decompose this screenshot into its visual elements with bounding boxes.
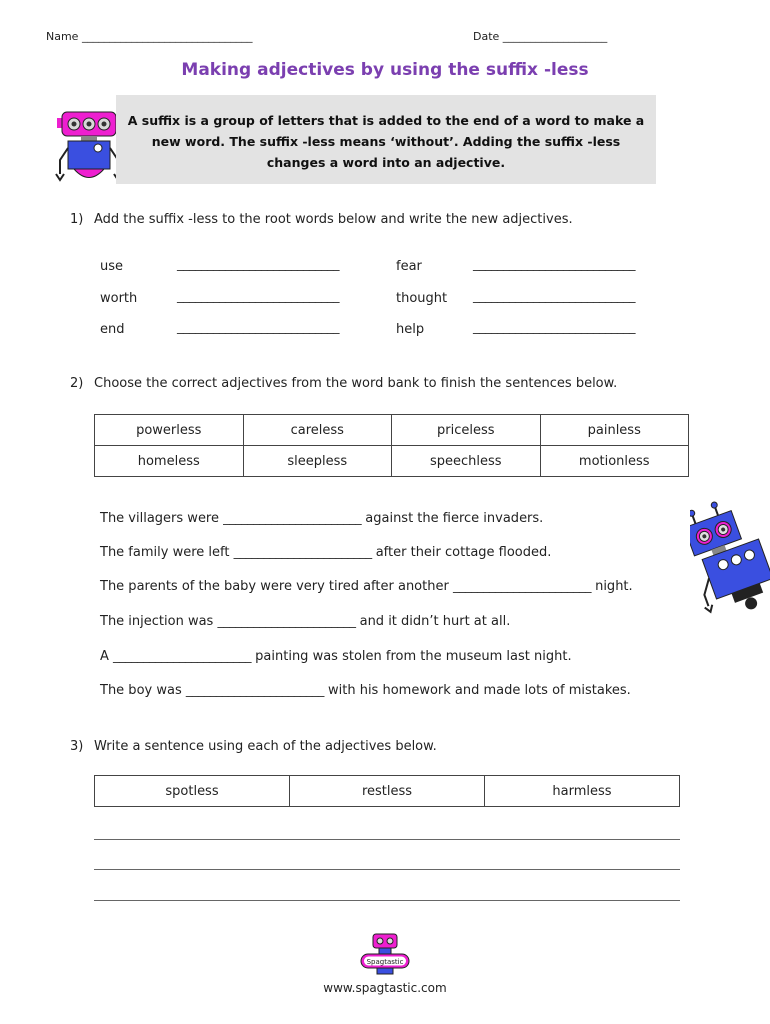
suffix-info-box: A suffix is a group of letters that is added to the end of a word to make a new word. The suffix -less means ‘without’. Adding the suffix -less changes a word into an adjective. xyxy=(116,95,656,184)
robot-illustration xyxy=(690,500,770,620)
sentence-blank[interactable]: _______________________ xyxy=(185,683,324,698)
answer-line[interactable]: ___________________________ xyxy=(177,320,339,335)
sentence-blank[interactable]: _______________________ xyxy=(452,579,591,594)
adjective-cell: restless xyxy=(290,776,485,807)
question-3: 3) Write a sentence using each of the adjectives below. xyxy=(70,739,437,754)
sentence: A _______________________ painting was stolen from the museum last night. xyxy=(100,649,572,664)
root-word: thought xyxy=(396,291,448,306)
answer-line[interactable]: ___________________________ xyxy=(177,289,339,304)
sentence-blank[interactable]: _______________________ xyxy=(217,614,356,629)
answer-line[interactable]: ___________________________ xyxy=(473,257,635,272)
sentence: The injection was _______________________ and it didn’t hurt at all. xyxy=(100,614,511,629)
word-bank-cell: speechless xyxy=(392,446,541,477)
spagtastic-logo xyxy=(359,932,411,976)
question-2: 2) Choose the correct adjectives from the word bank to finish the sentences below. xyxy=(70,376,618,391)
table-row xyxy=(95,415,689,446)
sentence: The boy was _______________________ with his homework and made lots of mistakes. xyxy=(100,683,631,698)
name-field[interactable]: Name _______________________________ xyxy=(46,30,253,43)
footer-url[interactable]: www.spagtastic.com xyxy=(323,981,447,995)
root-word: end xyxy=(100,322,125,337)
table-row xyxy=(95,446,689,477)
question-1: 1) Add the suffix -less to the root words below and write the new adjectives. xyxy=(70,212,573,227)
page-title: Making adjectives by using the suffix -less xyxy=(181,60,589,80)
table-row xyxy=(95,776,680,807)
word-bank-cell: priceless xyxy=(392,415,541,446)
sentence: The villagers were _______________________ against the fierce invaders. xyxy=(100,511,544,526)
sentence: The family were left _______________________ after their cottage flooded. xyxy=(100,545,552,560)
root-word: help xyxy=(396,322,425,337)
answer-line[interactable]: ___________________________ xyxy=(473,289,635,304)
word-bank-cell: powerless xyxy=(95,415,244,446)
root-word: use xyxy=(100,259,124,274)
writing-line[interactable] xyxy=(94,900,680,901)
word-bank-cell: painless xyxy=(540,415,689,446)
word-bank-cell: motionless xyxy=(540,446,689,477)
word-bank-table xyxy=(94,414,689,477)
root-word: worth xyxy=(100,291,138,306)
root-word: fear xyxy=(396,259,422,274)
writing-line[interactable] xyxy=(94,839,680,840)
date-field[interactable]: Date ___________________ xyxy=(473,30,608,43)
sentence: The parents of the baby were very tired after another _______________________ night. xyxy=(100,579,633,594)
word-bank-cell: careless xyxy=(243,415,392,446)
word-bank-cell: sleepless xyxy=(243,446,392,477)
adjective-cell: harmless xyxy=(485,776,680,807)
word-bank-cell: homeless xyxy=(95,446,244,477)
svg-text:Spagtastic: Spagtastic xyxy=(366,958,404,966)
sentence-blank[interactable]: _______________________ xyxy=(113,649,252,664)
answer-line[interactable]: ___________________________ xyxy=(473,320,635,335)
answer-line[interactable]: ___________________________ xyxy=(177,257,339,272)
sentence-blank[interactable]: _______________________ xyxy=(223,511,362,526)
writing-line[interactable] xyxy=(94,869,680,870)
sentence-blank[interactable]: _______________________ xyxy=(233,545,372,560)
adjective-cell: spotless xyxy=(95,776,290,807)
adjective-table xyxy=(94,775,680,807)
